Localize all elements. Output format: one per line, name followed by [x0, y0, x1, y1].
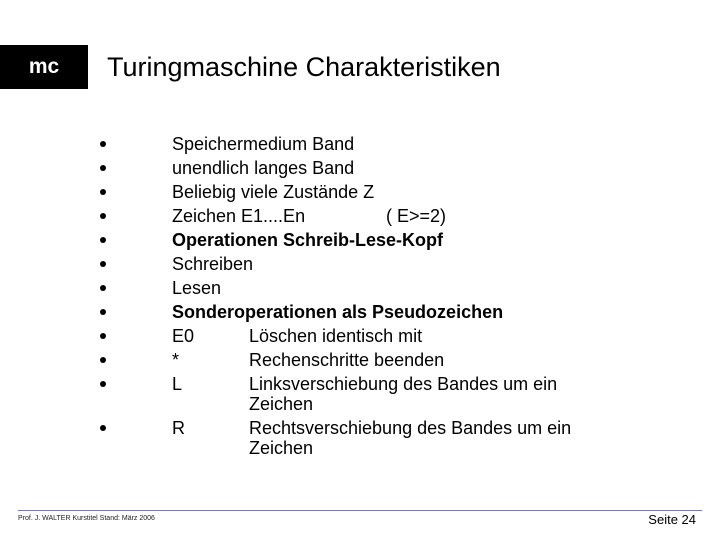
item-desc: Linksverschiebung des Bandes um ein	[249, 374, 558, 394]
item-symbol: E0	[172, 326, 195, 346]
bullet-icon	[100, 165, 106, 171]
bullet-icon	[100, 237, 106, 243]
item-symbol: R	[172, 418, 185, 438]
item-text: Zeichen E1....En	[172, 206, 306, 226]
item-symbol: *	[172, 350, 180, 370]
page-number: Seite 24	[648, 512, 696, 527]
item-desc: Löschen identisch mit	[249, 326, 423, 346]
bullet-icon	[100, 189, 106, 195]
bullet-icon	[100, 381, 106, 387]
footer-author: Prof. J. WALTER Kurstitel Stand: März 2006	[18, 515, 155, 522]
item-text: unendlich langes Band	[172, 158, 355, 178]
logo: mc	[0, 45, 88, 89]
bullet-icon	[100, 333, 106, 339]
item-text: Beliebig viele Zustände Z	[172, 182, 375, 202]
bullet-icon	[100, 357, 106, 363]
item-text: Speichermedium Band	[172, 134, 355, 154]
item-text: Lesen	[172, 278, 222, 298]
item-text: Schreiben	[172, 254, 254, 274]
item-symbol: L	[172, 374, 183, 394]
item-desc: Rechtsverschiebung des Bandes um ein	[249, 418, 572, 438]
item-note: ( E>=2)	[386, 206, 447, 226]
bullet-icon	[100, 309, 106, 315]
bullet-icon	[100, 213, 106, 219]
bullet-icon	[100, 425, 106, 431]
footer-divider	[18, 510, 702, 511]
item-desc-continued: Zeichen	[249, 394, 314, 414]
item-desc-continued: Zeichen	[249, 438, 314, 458]
bullet-icon	[100, 261, 106, 267]
slide-title: Turingmaschine Charakteristiken	[107, 52, 501, 82]
item-text: Operationen Schreib-Lese-Kopf	[172, 230, 444, 250]
item-desc: Rechenschritte beenden	[249, 350, 445, 370]
bullet-icon	[100, 141, 106, 147]
bullet-icon	[100, 285, 106, 291]
item-text: Sonderoperationen als Pseudozeichen	[172, 302, 504, 322]
